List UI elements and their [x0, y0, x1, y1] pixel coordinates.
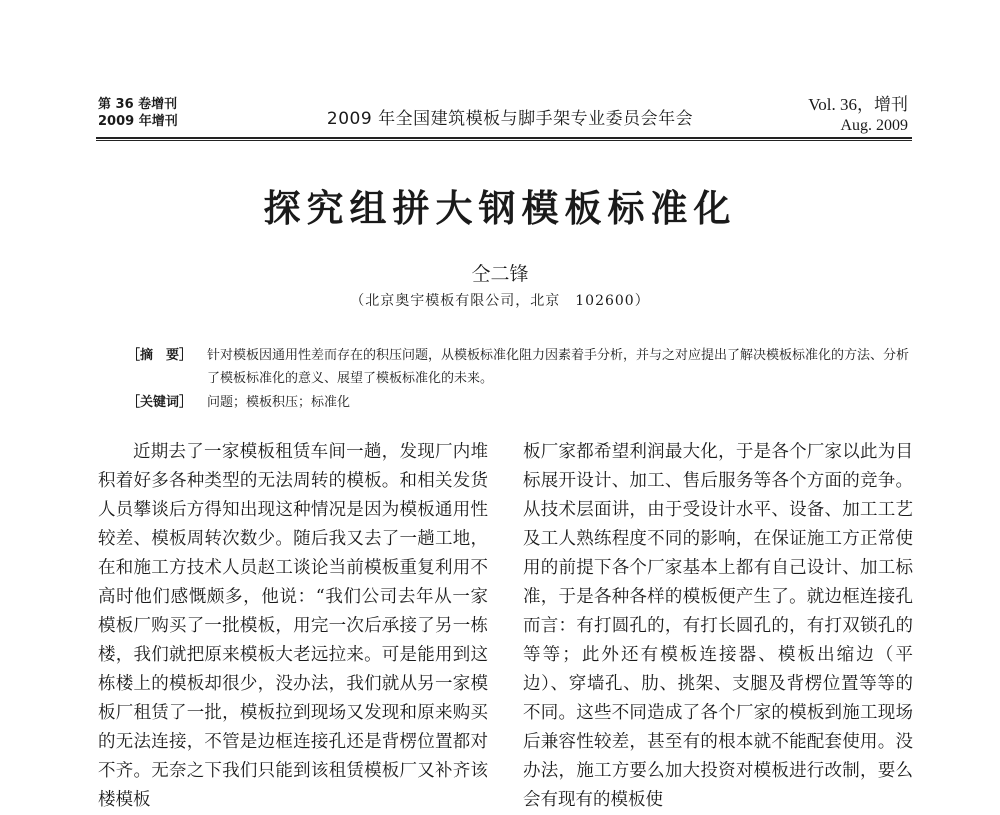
keywords-text: 问题；模板积压；标准化 — [207, 395, 351, 410]
abstract-text: 针对模板因通用性差而存在的积压问题，从模板标准化阻力因素着手分析，并与之对应提出了解决模板标准化的方法、分析了模板标准化的意义、展望了模板标准化的未来。 — [207, 348, 910, 386]
body-column-left — [98, 438, 488, 815]
article-affiliation: （北京奥宇模板有限公司，北京 102600） — [350, 293, 650, 309]
keywords-block — [127, 393, 913, 413]
journal-volume-english-line2: Aug. 2009 — [840, 117, 908, 134]
body-paragraph: 板厂家都希望利润最大化，于是各个厂家以此为目标展开设计、加工、售后服务等各个方面的竞争。从技术层面讲，由于受设计水平、设备、加工工艺及工人熟练程度不同的影响，在保证施工方正常使用的前提下各个厂家基本上都有自己设计、加工标准，于是各种各样的模板便产生了。就边框连接孔而言：有打圆孔的，有打长圆孔的，有打双锁孔的等等；此外还有模板连接器、模板出缩边（平边）、穿墙孔、肋、挑架、支腿及背楞位置等等的不同。这些不同造成了各个厂家的模板到施工现场后兼容性较差，甚至有的根本就不能配套使用。没办法，施工方要么加大投资对模板进行改制，要么会有现有的模板使 — [523, 442, 913, 810]
article-title: 探究组拼大钢模板标准化 — [263, 186, 737, 230]
journal-volume-english-line1: Vol. 36，增刊 — [808, 95, 908, 114]
journal-volume-line1: 第 36 卷增刊 — [98, 97, 178, 112]
journal-volume-line2: 2009 年增刊 — [98, 114, 178, 129]
abstract-label: ［摘 要］ — [127, 348, 193, 363]
body-paragraph: 近期去了一家模板租赁车间一趟，发现厂内堆积着好多各种类型的无法周转的模板。和相关发货人员攀谈后方得知出现这种情况是因为模板通用性较差、模板周转次数少。随后我又去了一趟工地，在和施工方技术人员赵工谈论当前模板重复利用不高时他们感慨颇多，他说：“我们公司去年从一家模板厂购买了一批模板，用完一次后承接了另一栋楼，我们就把原来模板大老远拉来。可是能用到这栋楼上的模板却很少，没办法，我们就从另一家模板厂租赁了一批，模板拉到现场又发现和原来购买的无法连接，不管是边框连接孔还是背楞位置都对不齐。无奈之下我们只能到该租赁模板厂又补齐该楼模板 — [98, 442, 488, 810]
journal-volume-english — [808, 94, 908, 136]
keywords-label: ［关键词］ — [127, 395, 193, 410]
journal-conference-title: 2009 年全国建筑模板与脚手架专业委员会年会 — [326, 109, 694, 129]
abstract-block — [127, 344, 913, 390]
header-rule-thin — [96, 140, 912, 141]
header-rule-thick — [96, 137, 912, 139]
article-author: 仝二锋 — [471, 263, 529, 285]
body-column-right — [523, 438, 913, 815]
journal-volume — [98, 96, 178, 130]
